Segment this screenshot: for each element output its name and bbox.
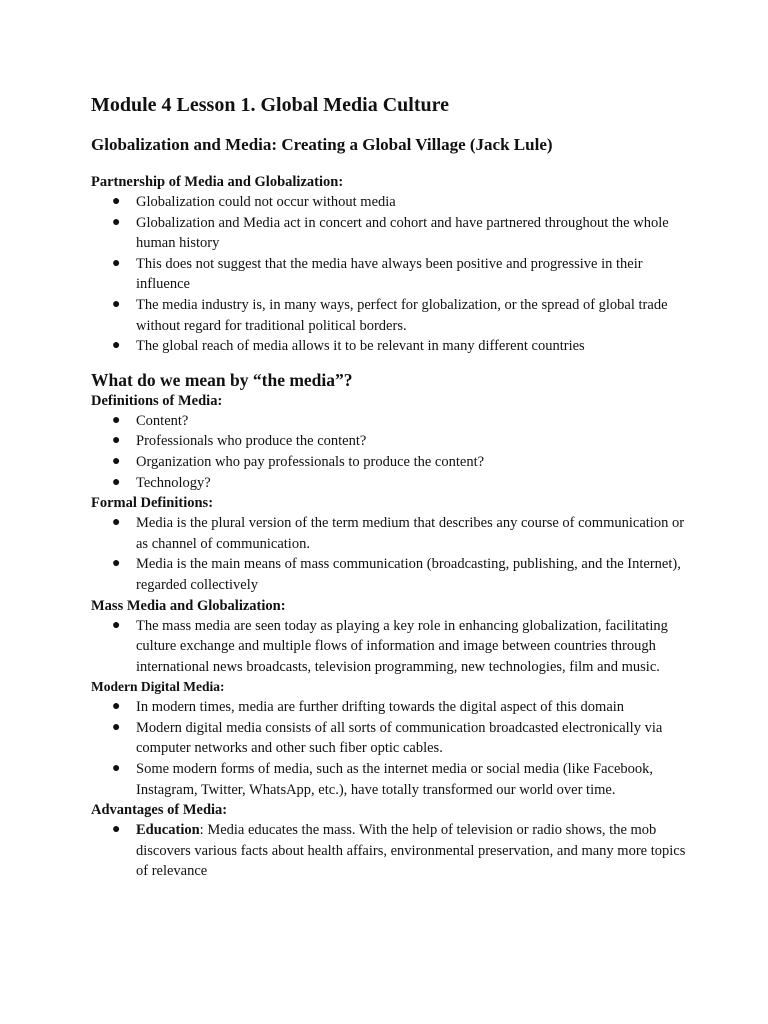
spacer — [91, 357, 691, 369]
list-item: ● The mass media are seen today as playing a key role in enhancing globalization, facilitating culture exchange and multiple flows of information and image between countries through international news broadcasts, television programming, new technologies, film and music. — [112, 617, 668, 675]
list-item: ● Globalization could not occur without media — [91, 192, 691, 213]
bullet-icon: ● — [112, 433, 121, 449]
bullet-icon: ● — [112, 474, 121, 490]
document-page — [91, 92, 691, 882]
list-item: ● In modern times, media are further drifting towards the digital aspect of this domain — [91, 697, 691, 718]
mass-media-heading: Mass Media and Globalization: — [91, 597, 286, 614]
modern-digital-media-list — [91, 697, 691, 800]
list-item: ● The media industry is, in many ways, perfect for globalization, or the spread of global trade without regard for traditional political borders. — [112, 296, 668, 334]
bullet-icon: ● — [112, 515, 121, 531]
formal-definitions-heading: Formal Definitions: — [91, 495, 214, 512]
bullet-icon: ● — [112, 617, 121, 633]
page-title: Module 4 Lesson 1. Global Media Culture — [91, 94, 449, 116]
bullet-icon: ● — [112, 296, 121, 312]
partnership-list — [91, 192, 691, 357]
definitions-heading: Definitions of Media: — [91, 392, 223, 409]
list-item: ● Organization who pay professionals to produce the content? — [91, 452, 691, 473]
bullet-icon: ● — [112, 761, 121, 777]
bullet-icon: ● — [112, 719, 121, 735]
bullet-icon: ● — [112, 338, 121, 354]
modern-digital-media-heading: Modern Digital Media: — [91, 679, 225, 695]
advantage-lead: Education — [136, 822, 200, 839]
bullet-icon: ● — [112, 822, 121, 838]
bullet-icon: ● — [112, 412, 121, 428]
list-item: ● Some modern forms of media, such as the internet media or social media (like Facebook, Instagram, Twitter, WhatsApp, etc.), have totally transformed our world over time. — [112, 761, 654, 798]
list-item: ● Media is the main means of mass communication (broadcasting, publishing, and the Internet), regarded collectively — [112, 556, 681, 593]
definitions-list — [91, 411, 691, 493]
list-item: ● The global reach of media allows it to be relevant in many different countries — [91, 336, 691, 357]
mass-media-list — [91, 616, 691, 678]
bullet-icon: ● — [112, 699, 121, 715]
advantages-list — [91, 820, 691, 882]
list-item: ● Professionals who produce the content? — [91, 431, 691, 452]
bullet-icon: ● — [112, 255, 121, 271]
bullet-icon: ● — [112, 214, 121, 230]
list-item: ● Globalization and Media act in concert and cohort and have partnered throughout the whole human history — [112, 214, 669, 252]
advantage-text: : Media educates the mass. With the help of television or radio shows, the mob discovers various facts about health affairs, environmental preservation, and many more topics of relevance — [136, 822, 686, 880]
bullet-icon: ● — [112, 453, 121, 469]
formal-definitions-list — [91, 513, 691, 595]
list-item: ● Modern digital media consists of all sorts of communication broadcasted electronically via computer networks and other such fiber optic cables. — [112, 719, 663, 757]
list-item: ● Technology? — [91, 473, 691, 494]
list-item: ● This does not suggest that the media have always been positive and progressive in their influence — [112, 255, 643, 293]
bullet-icon: ● — [112, 194, 121, 209]
section-heading-media: What do we mean by “the media”? — [91, 369, 353, 390]
list-item: ● Content? — [91, 411, 691, 432]
list-item: ● Media is the plural version of the term medium that describes any course of communication or as channel of communication. — [112, 515, 685, 552]
list-item — [91, 820, 691, 882]
bullet-icon: ● — [112, 556, 121, 572]
partnership-heading: Partnership of Media and Globalization: — [91, 174, 344, 190]
page-subtitle: Globalization and Media: Creating a Global Village (Jack Lule) — [91, 135, 553, 154]
advantages-heading: Advantages of Media: — [91, 802, 228, 819]
